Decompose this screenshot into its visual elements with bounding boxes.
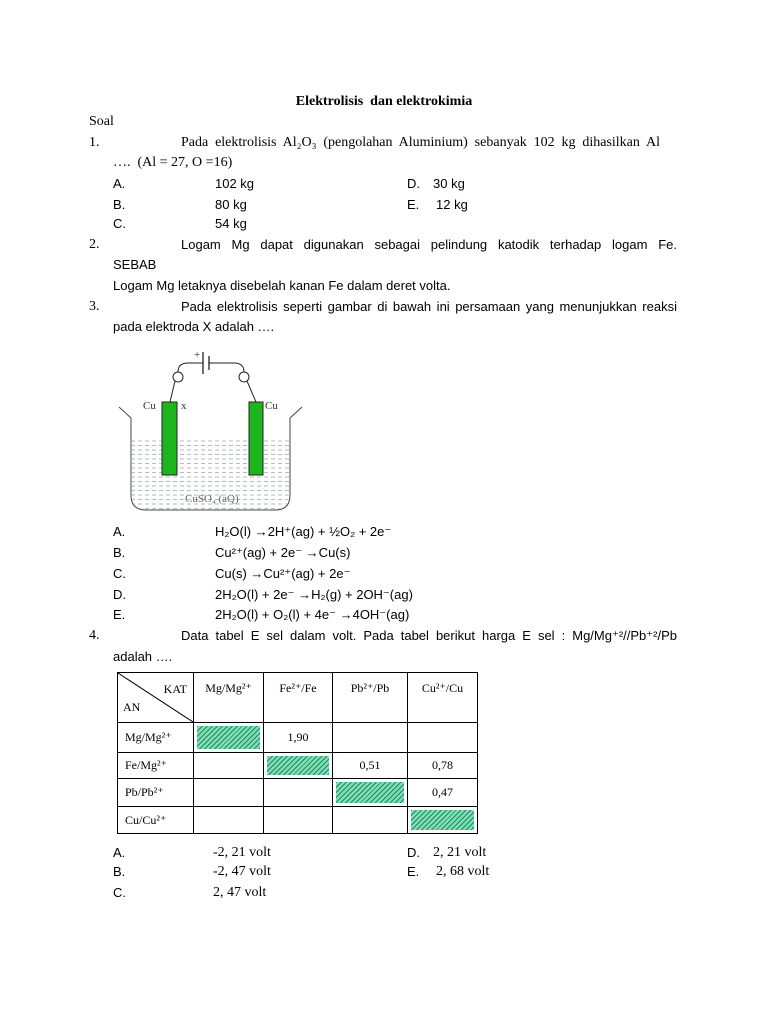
hatch-pattern <box>197 726 260 749</box>
table-row <box>118 723 478 753</box>
reason-connector: SEBAB <box>113 257 157 272</box>
table-cell <box>408 723 478 753</box>
left-electrode-label: Cu <box>143 400 156 412</box>
table-cell <box>333 723 408 753</box>
hatch-pattern <box>411 810 474 830</box>
option-text: H₂O(l) →2H⁺(ag) + ½O₂ + 2e⁻ <box>215 524 392 539</box>
option-letter: B. <box>113 864 126 879</box>
hatch-pattern <box>267 756 329 775</box>
table-row <box>118 753 478 779</box>
option-text: 54 kg <box>215 216 247 231</box>
cell-potential-table <box>117 672 478 834</box>
option-text: -2, 21 volt <box>213 845 271 860</box>
battery-sign: + <box>194 349 201 361</box>
table-header-row <box>118 673 478 723</box>
question-number: 3. <box>89 299 100 314</box>
table-corner-cell <box>118 673 194 723</box>
document-title: Elektrolisis dan elektrokimia <box>295 94 473 109</box>
question-text-line: Pada elektrolisis Al₂O₃ (pengolahan Aluminium) sebanyak 102 kg dihasilkan Al <box>181 135 660 150</box>
question-text-line: Data tabel E sel dalam volt. Pada tabel berikut harga E sel : Mg/Mg⁺²//Pb⁺²/Pb <box>181 628 677 643</box>
question-text-line: pada elektroda X adalah …. <box>113 319 275 334</box>
table-cell-hatched <box>333 779 408 807</box>
option-letter: B. <box>113 545 126 560</box>
right-electrode <box>249 402 263 475</box>
option-letter: E. <box>407 197 420 212</box>
table-row <box>118 807 478 834</box>
option-text: 2, 21 volt <box>433 845 487 860</box>
option-text: 80 kg <box>215 197 247 212</box>
row-header: Cu/Cu²⁺ <box>118 807 194 834</box>
column-header: Fe²⁺/Fe <box>264 673 333 723</box>
table-cell: 0,78 <box>408 753 478 779</box>
option-letter: E. <box>407 864 420 879</box>
question-text-line: adalah …. <box>113 649 173 664</box>
table-cell <box>194 807 264 834</box>
question-text-line: Logam Mg dapat digunakan sebagai pelindung katodik terhadap logam Fe. <box>181 237 677 252</box>
row-header: Pb/Pb²⁺ <box>118 779 194 807</box>
table-cell-hatched <box>194 723 264 753</box>
column-header: Cu²⁺/Cu <box>408 673 478 723</box>
solution-label: CuSO₄ (aQ) <box>185 493 239 505</box>
left-wire-loop <box>173 372 183 382</box>
corner-label-anode: AN <box>123 700 141 714</box>
question-number: 2. <box>89 237 100 252</box>
option-text: Cu²⁺(ag) + 2e⁻ →Cu(s) <box>215 545 351 560</box>
left-wire-lead <box>170 381 175 402</box>
table-cell <box>194 779 264 807</box>
option-letter: C. <box>113 566 126 581</box>
option-letter: D. <box>407 845 420 860</box>
option-text: -2, 47 volt <box>213 864 271 879</box>
left-electrode <box>162 402 177 475</box>
right-wire-lead <box>247 381 256 402</box>
option-text: 102 kg <box>215 176 255 191</box>
column-header: Pb²⁺/Pb <box>333 673 408 723</box>
option-text: 12 kg <box>436 197 468 212</box>
option-text: 2H₂O(l) + O₂(l) + 4e⁻ →4OH⁻(ag) <box>215 607 410 622</box>
option-text: Cu(s) →Cu²⁺(ag) + 2e⁻ <box>215 566 351 581</box>
option-text: 2, 68 volt <box>436 864 490 879</box>
option-letter: E. <box>113 607 126 622</box>
table-cell-hatched <box>408 807 478 834</box>
option-letter: A. <box>113 524 126 539</box>
right-wire-loop <box>239 372 249 382</box>
table-cell <box>194 753 264 779</box>
right-wire <box>209 363 244 372</box>
table-cell-hatched <box>264 753 333 779</box>
question-text-line: Pada elektrolisis seperti gambar di bawah ini persamaan yang menunjukkan reaksi <box>181 299 677 314</box>
left-wire <box>178 363 203 372</box>
table-cell <box>333 807 408 834</box>
question-text-line: Logam Mg letaknya disebelah kanan Fe dalam deret volta. <box>113 278 451 293</box>
row-header: Fe/Mg²⁺ <box>118 753 194 779</box>
option-text: 2, 47 volt <box>213 885 267 900</box>
right-electrode-label: Cu <box>265 400 278 412</box>
corner-label-cathode: KAT <box>163 682 187 696</box>
option-letter: B. <box>113 197 126 212</box>
table-cell <box>264 807 333 834</box>
table-cell: 0,51 <box>333 753 408 779</box>
row-header: Mg/Mg²⁺ <box>118 723 194 753</box>
question-number: 1. <box>89 135 100 150</box>
option-letter: C. <box>113 216 126 231</box>
column-header: Mg/Mg²⁺ <box>194 673 264 723</box>
table-cell: 0,47 <box>408 779 478 807</box>
option-letter: C. <box>113 885 126 900</box>
table-row <box>118 779 478 807</box>
table-cell: 1,90 <box>264 723 333 753</box>
question-number: 4. <box>89 628 100 643</box>
option-letter: D. <box>113 587 126 602</box>
option-letter: A. <box>113 845 126 860</box>
left-electrode-marker: x <box>181 400 187 412</box>
option-text: 2H₂O(l) + 2e⁻ →H₂(g) + 2OH⁻(ag) <box>215 587 413 602</box>
option-text: 30 kg <box>433 176 465 191</box>
option-letter: A. <box>113 176 126 191</box>
section-label: Soal <box>89 114 114 129</box>
electrolysis-cell-diagram <box>110 340 310 520</box>
table-cell <box>264 779 333 807</box>
hatch-pattern <box>336 782 404 803</box>
question-text-line: …. (Al = 27, O =16) <box>113 155 233 170</box>
option-letter: D. <box>407 176 420 191</box>
